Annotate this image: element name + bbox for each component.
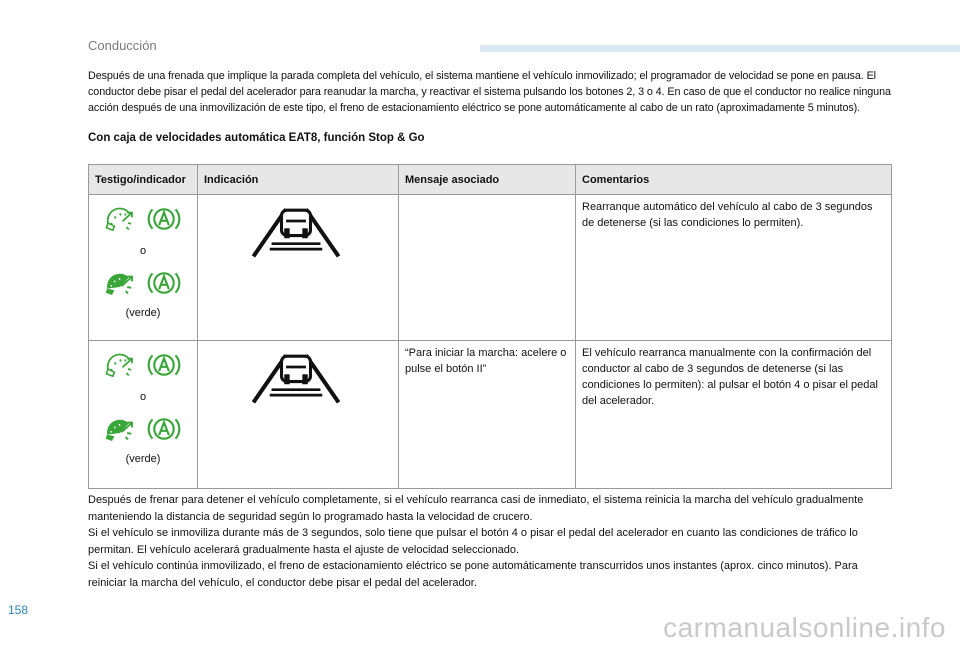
lamp-separator: o <box>139 245 147 257</box>
message-cell <box>399 195 576 341</box>
col-header-message: Mensaje asociado <box>399 165 576 195</box>
comment-cell: Rearranque automático del vehículo al cabo de 3 segundos de detenerse (si las condiciones lo permiten). <box>576 195 892 341</box>
auto-hold-icon <box>146 204 182 234</box>
speedometer-filled-icon <box>104 415 136 443</box>
watermark-text: carmanualsonline.info <box>663 612 946 643</box>
indication-cell <box>198 195 399 341</box>
speedometer-filled-icon <box>104 269 136 297</box>
speedometer-outline-icon <box>104 205 136 233</box>
lamp-pair-filled <box>95 409 191 449</box>
outro-paragraph-3: Si el vehículo continúa inmovilizado, el freno de estacionamiento eléctrico se pone automáticamente transcurridos unos instantes (aprox. cinco minutos). Para reiniciar la marcha del vehículo, el conductor debe pisar el pedal del acelerador. <box>88 560 858 589</box>
table-row <box>89 341 892 489</box>
road-vehicle-icon <box>248 349 344 405</box>
indication-cell <box>198 341 399 489</box>
auto-hold-icon <box>146 414 182 444</box>
lamp-color-note: (verde) <box>125 453 161 465</box>
auto-hold-icon <box>146 268 182 298</box>
road-vehicle-icon <box>248 203 344 259</box>
message-cell: “Para iniciar la marcha: acelere o pulse el botón II” <box>399 341 576 489</box>
comment-cell: El vehículo rearranca manualmente con la confirmación del conductor al cabo de 3 segundos de detenerse (si las condiciones lo permiten): al pulsar el botón 4 o pisar el pedal del acelerador. <box>576 341 892 489</box>
auto-hold-icon <box>146 350 182 380</box>
outro-paragraph-2: Si el vehículo se inmoviliza durante más de 3 segundos, solo tiene que pulsar el botón 4 o pisar el pedal del acelerador en cuanto las condiciones de tráfico lo permitan. El vehículo acelerará gradualmente hasta el ajuste de velocidad seleccionado. <box>88 527 858 556</box>
intro-paragraph <box>88 68 894 116</box>
table-row <box>89 195 892 341</box>
lamp-separator: o <box>139 391 147 403</box>
outro-paragraphs <box>88 492 888 591</box>
header-accent-bar <box>480 45 960 52</box>
lamp-color-note: (verde) <box>125 307 161 319</box>
indicator-table <box>88 164 892 489</box>
lamp-pair-outline <box>95 345 191 385</box>
lamp-pair-outline <box>95 199 191 239</box>
page-header-title: Conducción <box>88 38 157 53</box>
indicator-cell <box>89 195 198 341</box>
outro-paragraph-1: Después de frenar para detener el vehículo completamente, si el vehículo rearranca casi de inmediato, el sistema reinicia la marcha del vehículo gradualmente manteniendo la distancia de seguridad según lo programado hasta la velocidad de crucero. <box>88 494 864 523</box>
col-header-comments: Comentarios <box>576 165 892 195</box>
table-header-row <box>89 165 892 195</box>
intro-text: Después de una frenada que implique la parada completa del vehículo, el sistema mantiene el vehículo inmovilizado; el programador de velocidad se pone en pausa. El conductor debe pisar el pedal del acelerador para reanudar la marcha, y reactivar el sistema pulsando los botones 2, 3 o 4. En caso de que el conductor no realice ninguna acción después de una inmovilización de este tipo, el freno de estacionamiento eléctrico se pone automáticamente al cabo de un rato (aproximadamente 5 minutos). <box>88 70 891 114</box>
indicator-cell <box>89 341 198 489</box>
lamp-pair-filled <box>95 263 191 303</box>
speedometer-outline-icon <box>104 351 136 379</box>
col-header-indication: Indicación <box>198 165 399 195</box>
section-title: Con caja de velocidades automática EAT8, función Stop & Go <box>88 132 425 144</box>
page-number: 158 <box>8 603 29 617</box>
col-header-indicator: Testigo/indicador <box>89 165 198 195</box>
